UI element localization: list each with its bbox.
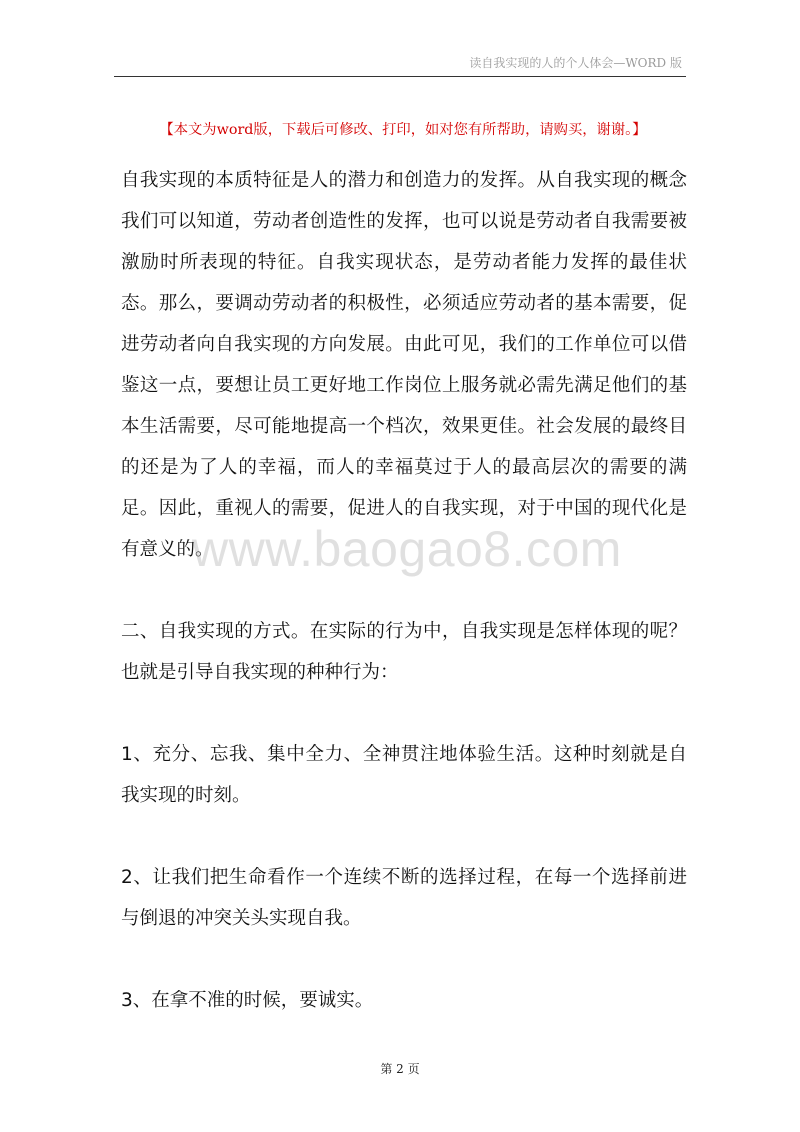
- paragraph-gap: [121, 939, 687, 980]
- paragraph-section-two: 二、自我实现的方式。在实际的行为中，自我实现是怎样体现的呢？也就是引导自我实现的种种行为：: [121, 621, 687, 683]
- paragraph-gap: [121, 816, 687, 857]
- paragraph-essence: 自我实现的本质特征是人的潜力和创造力的发挥。从自我实现的概念我们可以知道，劳动者创造性的发挥，也可以说是劳动者自我需要被激励时所表现的特征。自我实现状态，是劳动者能力发挥的最佳状态。那么，要调动劳动者的积极性，必须适应劳动者的基本需要，促进劳动者向自我实现的方向发展。由此可见，我们的工作单位可以借鉴这一点，要想让员工更好地工作岗位上服务就必需先满足他们的基本生活需要，尽可能地提高一个档次，效果更佳。社会发展的最终目的还是为了人的幸福，而人的幸福莫过于人的最高层次的需要的满足。因此，重视人的需要，促进人的自我实现，对于中国的现代化是有意义的。: [121, 170, 687, 560]
- page-number: 第 2 页: [380, 1062, 420, 1076]
- list-item-3: 3、在拿不准的时候，要诚实。: [121, 990, 374, 1011]
- paragraph-gap: [121, 570, 687, 611]
- list-item-1: 1、充分、忘我、集中全力、全神贯注地体验生活。这种时刻就是自我实现的时刻。: [121, 744, 687, 806]
- header-divider: [114, 76, 686, 77]
- watermark: www.baogao8.com: [192, 521, 622, 577]
- paragraph-gap: [121, 693, 687, 734]
- document-body: [121, 160, 687, 1021]
- purchase-notice: 【本文为word版，下载后可修改、打印，如对您有所帮助，请购买，谢谢。】: [159, 122, 647, 138]
- header-title: 读自我实现的人的个人体会—WORD 版: [469, 56, 682, 70]
- list-item-2: 2、让我们把生命看作一个连续不断的选择过程，在每一个选择前进与倒退的冲突关头实现自我。: [121, 867, 687, 929]
